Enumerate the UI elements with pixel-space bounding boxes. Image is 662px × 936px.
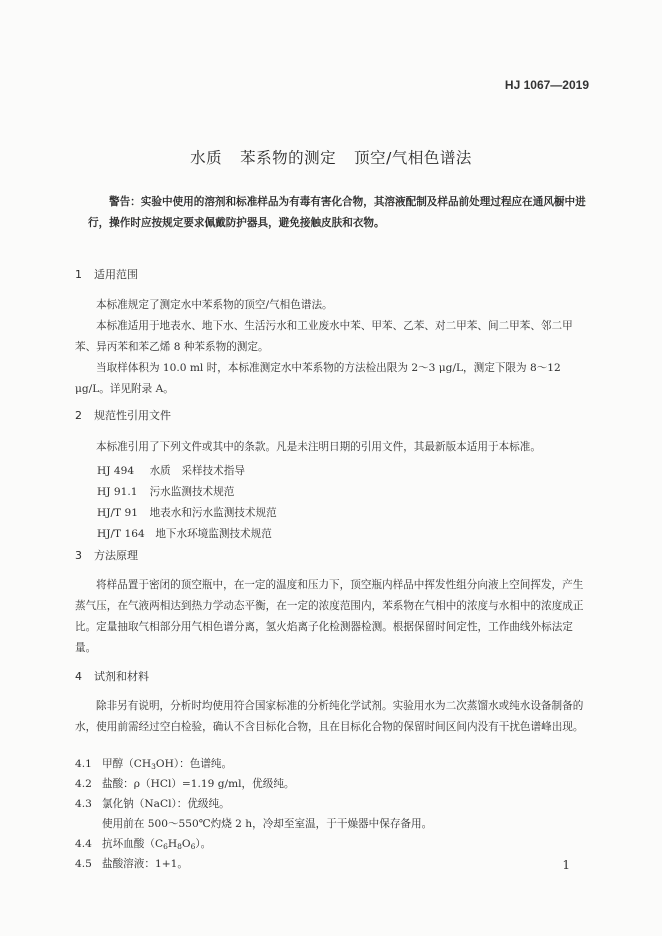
reference-code: HJ/T 91 bbox=[97, 507, 138, 519]
reagent-item bbox=[75, 836, 211, 851]
reference-name: 污水监测技术规范 bbox=[149, 486, 235, 498]
page-title bbox=[0, 146, 662, 168]
section-1-heading bbox=[75, 266, 138, 282]
section-4-heading bbox=[75, 668, 149, 684]
reagent-number: 4.1 bbox=[75, 758, 92, 770]
reference-code: HJ 494 bbox=[97, 465, 135, 477]
reference-name: 水质 采样技术指导 bbox=[149, 465, 245, 477]
title-part-2: 苯系物的测定 bbox=[240, 149, 337, 167]
reagent-text: 氯化钠（NaCl）：优级纯。 bbox=[102, 798, 230, 810]
reference-item bbox=[97, 505, 277, 520]
page-number: 1 bbox=[562, 858, 570, 872]
section-4-intro: 除非另有说明，分析时均使用符合国家标准的分析纯化学试剂。实验用水为二次蒸馏水或纯水设备制备的水，使用前需经过空白检验，确认不含目标化合物，且在目标化合物的保留时间区间内没有干扰色谱峰出现。 bbox=[75, 700, 584, 733]
reagent-item bbox=[75, 776, 295, 791]
reagent-text: 盐酸：ρ（HCl）=1.19 g/ml，优级纯。 bbox=[102, 778, 295, 790]
reference-code: HJ/T 164 bbox=[97, 528, 145, 540]
reagent-item bbox=[75, 796, 230, 811]
reference-item bbox=[97, 463, 245, 478]
reference-item bbox=[97, 526, 272, 541]
warning-paragraph: 警告：实验中使用的溶剂和标准样品为有毒有害化合物，其溶液配制及样品前处理过程应在通风橱中进行，操作时应按规定要求佩戴防护器具，避免接触皮肤和衣物。 bbox=[88, 196, 586, 229]
reagent-text: 抗坏血酸$(C_6H_8O_6)$。 bbox=[102, 838, 212, 851]
section-3-title: 方法原理 bbox=[94, 549, 138, 562]
reference-item bbox=[97, 484, 234, 499]
reagent-text: 甲醇$(CH_3OH)$：色谱纯。 bbox=[102, 758, 233, 771]
reference-name: 地表水和污水监测技术规范 bbox=[149, 507, 277, 519]
section-1-paragraph-3: 当取样体积为 10.0 ml 时，本标准测定水中苯系物的方法检出限为 2～3 μg/L，测定下限为 8～12 μg/L。详见附录 A。 bbox=[75, 362, 561, 395]
reagent-note: 使用前在 500～550℃灼烧 2 h，冷却至室温，于干燥器中保存备用。 bbox=[102, 818, 433, 830]
section-3-heading bbox=[75, 547, 138, 563]
section-3-paragraph: 将样品置于密闭的顶空瓶中，在一定的温度和压力下，顶空瓶内样品中挥发性组分向液上空间挥发，产生蒸气压，在气液两相达到热力学动态平衡，在一定的浓度范围内，苯系物在气相中的浓度与水相中的浓度成正比。定量抽取气相部分用气相色谱分离，氢火焰离子化检测器检测。根据保留时间定性，工作曲线外标法定量。 bbox=[75, 579, 584, 654]
section-4-number: 4 bbox=[75, 670, 82, 683]
section-1-paragraph-1: 本标准规定了测定水中苯系物的顶空/气相色谱法。 bbox=[96, 299, 333, 311]
reference-name: 地下水环境监测技术规范 bbox=[155, 528, 272, 540]
section-1-number: 1 bbox=[75, 268, 82, 281]
reagent-number: 4.2 bbox=[75, 778, 92, 790]
section-2-title: 规范性引用文件 bbox=[94, 409, 171, 422]
document-code: HJ 1067—2019 bbox=[504, 78, 589, 92]
reagent-number: 4.3 bbox=[75, 798, 92, 810]
title-part-3: 顶空/气相色谱法 bbox=[354, 149, 472, 167]
reagent-item bbox=[75, 756, 232, 771]
reagent-item bbox=[75, 856, 188, 871]
section-2-intro: 本标准引用了下列文件或其中的条款。凡是未注明日期的引用文件，其最新版本适用于本标准。 bbox=[96, 441, 541, 453]
reagent-number: 4.5 bbox=[75, 858, 92, 870]
section-2-number: 2 bbox=[75, 409, 82, 422]
section-1-title: 适用范围 bbox=[94, 268, 138, 281]
section-3-number: 3 bbox=[75, 549, 82, 562]
reagent-text: 盐酸溶液：1+1。 bbox=[102, 858, 188, 870]
reagent-number: 4.4 bbox=[75, 838, 92, 850]
section-1-paragraph-2: 本标准适用于地表水、地下水、生活污水和工业废水中苯、甲苯、乙苯、对二甲苯、间二甲苯、邻二甲苯、异丙苯和苯乙烯 8 种苯系物的测定。 bbox=[75, 320, 573, 353]
reference-code: HJ 91.1 bbox=[97, 486, 138, 498]
title-part-1: 水质 bbox=[190, 149, 223, 167]
section-4-title: 试剂和材料 bbox=[94, 670, 149, 683]
section-2-heading bbox=[75, 407, 171, 423]
